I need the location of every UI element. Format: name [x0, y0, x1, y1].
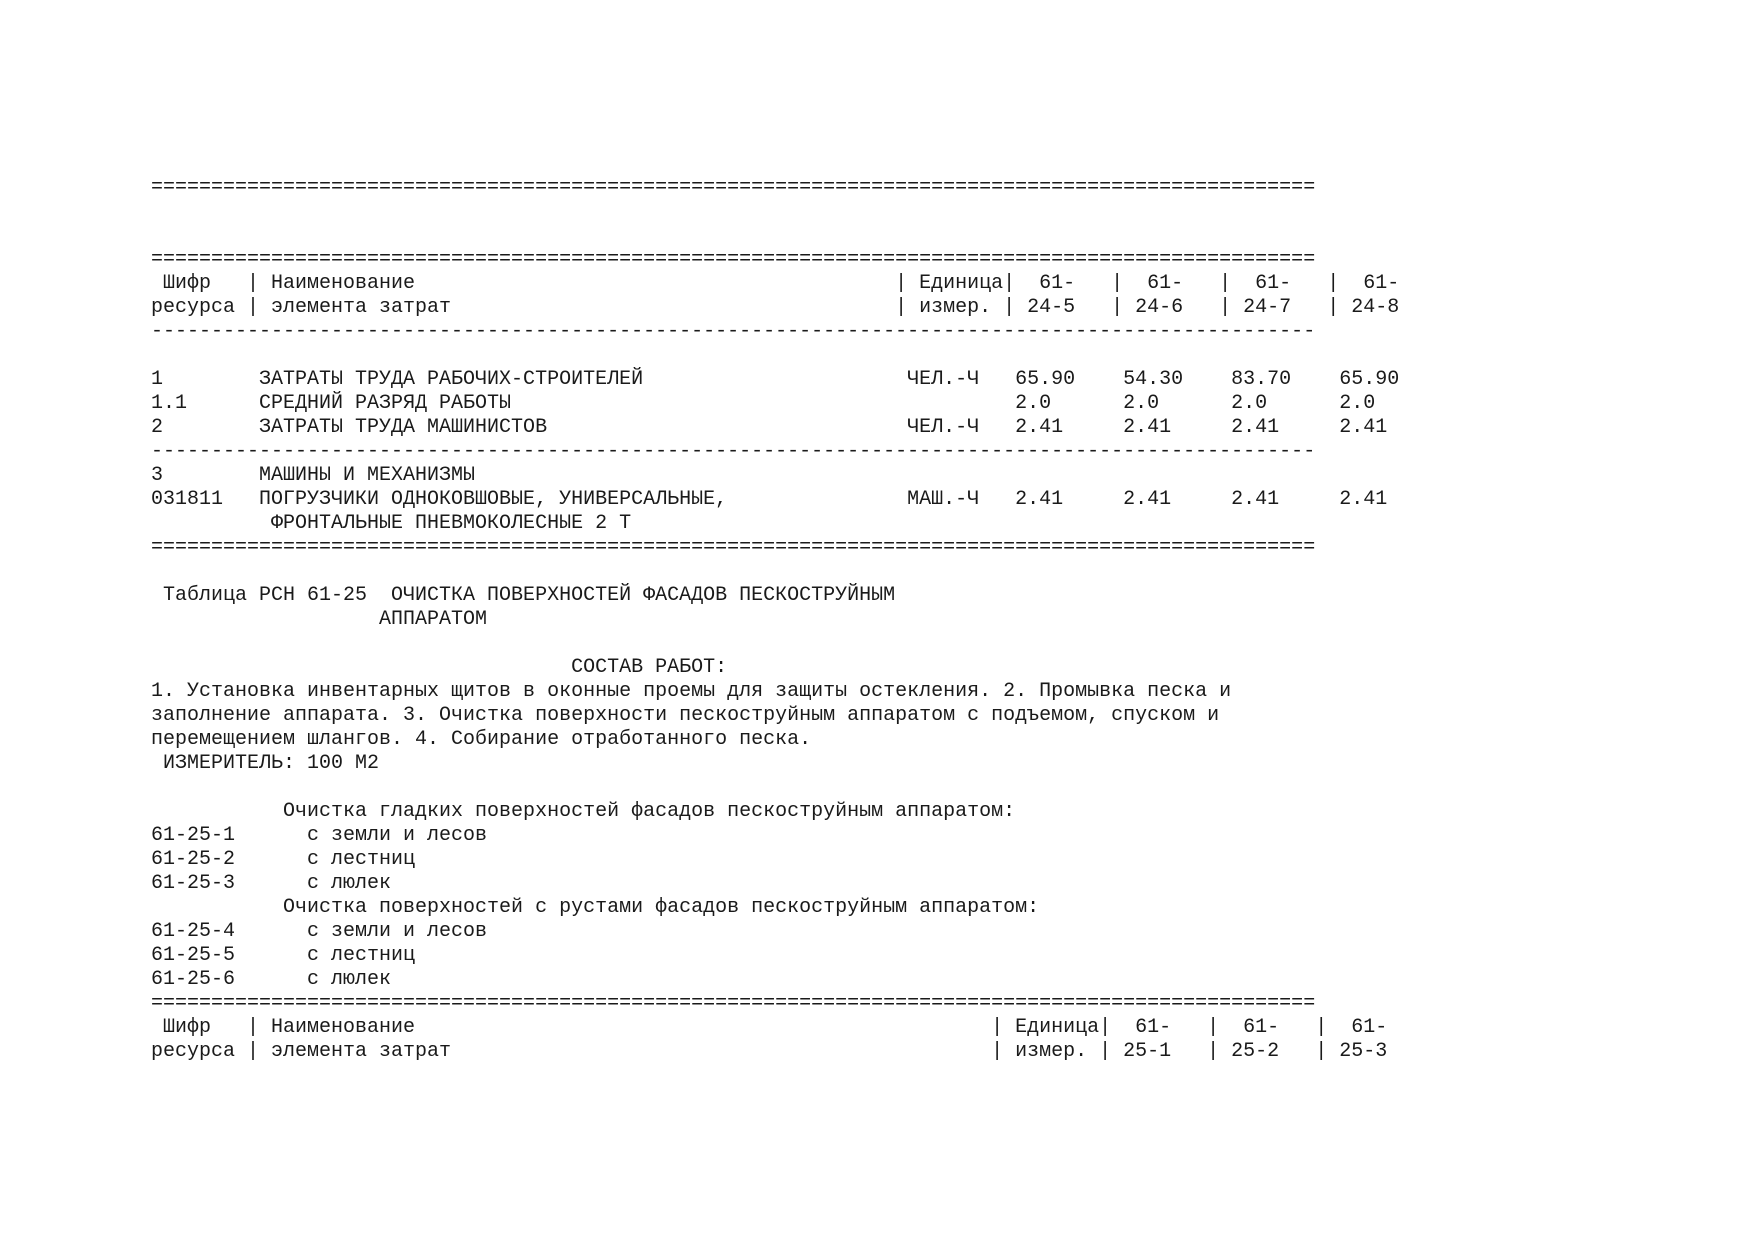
table-row: 031811 ПОГРУЗЧИКИ ОДНОКОВШОВЫЕ, УНИВЕРСАЛЬНЫЕ, МАШ.-Ч 2.41 2.41 2.41 2.41: [151, 488, 1388, 511]
paragraph-line: перемещением шлангов. 4. Собирание отработанного песка.: [151, 728, 812, 751]
paragraph-line: заполнение аппарата. 3. Очистка поверхности пескоструйным аппаратом с подъемом, спуском и: [151, 704, 1220, 727]
separator-double: =================================================================================================: [151, 536, 1316, 559]
table-row: 1.1 СРЕДНИЙ РАЗРЯД РАБОТЫ 2.0 2.0 2.0 2.0: [151, 392, 1376, 415]
paragraph-line: 1. Установка инвентарных щитов в оконные проемы для защиты остекления. 2. Промывка песка и: [151, 680, 1232, 703]
table-header-row-1: Шифр | Наименование | Единица| 61- | 61- | 61-: [151, 1016, 1388, 1039]
table-row: 2 ЗАТРАТЫ ТРУДА МАШИНИСТОВ ЧЕЛ.-Ч 2.41 2.41 2.41 2.41: [151, 416, 1388, 439]
separator-double: =================================================================================================: [151, 176, 1316, 199]
separator-double: =================================================================================================: [151, 992, 1316, 1015]
list-item: 61-25-2 с лестниц: [151, 848, 416, 871]
separator-double: =================================================================================================: [151, 248, 1316, 271]
group-heading: Очистка гладких поверхностей фасадов пескоструйным аппаратом:: [151, 800, 1016, 823]
list-item: 61-25-1 с земли и лесов: [151, 824, 488, 847]
blank-line: [151, 632, 1399, 656]
table-row: 3 МАШИНЫ И МЕХАНИЗМЫ: [151, 464, 476, 487]
document-page: [151, 176, 1399, 1064]
group-heading: Очистка поверхностей с рустами фасадов пескоструйным аппаратом:: [151, 896, 1040, 919]
table-row: 1 ЗАТРАТЫ ТРУДА РАБОЧИХ-СТРОИТЕЛЕЙ ЧЕЛ.-Ч 65.90 54.30 83.70 65.90: [151, 368, 1400, 391]
blank-line: [151, 344, 1399, 368]
separator-single: -------------------------------------------------------------------------------------------------: [151, 320, 1316, 343]
table-header-row-2: ресурса | элемента затрат | измер. | 25-1 | 25-2 | 25-3: [151, 1040, 1388, 1063]
list-item: 61-25-6 с люлек: [151, 968, 392, 991]
table-header-row-1: Шифр | Наименование | Единица| 61- | 61- | 61- | 61-: [151, 272, 1400, 295]
section-heading: СОСТАВ РАБОТ:: [151, 656, 728, 679]
table-title: Таблица РСН 61-25 ОЧИСТКА ПОВЕРХНОСТЕЙ ФАСАДОВ ПЕСКОСТРУЙНЫМ: [151, 584, 896, 607]
list-item: 61-25-3 с люлек: [151, 872, 392, 895]
separator-single: -------------------------------------------------------------------------------------------------: [151, 440, 1316, 463]
table-row-continuation: ФРОНТАЛЬНЫЕ ПНЕВМОКОЛЕСНЫЕ 2 Т: [151, 512, 632, 535]
blank-line: [151, 560, 1399, 584]
blank-line: [151, 200, 1399, 224]
blank-line: [151, 776, 1399, 800]
list-item: 61-25-4 с земли и лесов: [151, 920, 488, 943]
measure-unit: ИЗМЕРИТЕЛЬ: 100 М2: [151, 752, 380, 775]
blank-line: [151, 224, 1399, 248]
list-item: 61-25-5 с лестниц: [151, 944, 416, 967]
table-title-continuation: АППАРАТОМ: [151, 608, 488, 631]
table-header-row-2: ресурса | элемента затрат | измер. | 24-5 | 24-6 | 24-7 | 24-8: [151, 296, 1400, 319]
